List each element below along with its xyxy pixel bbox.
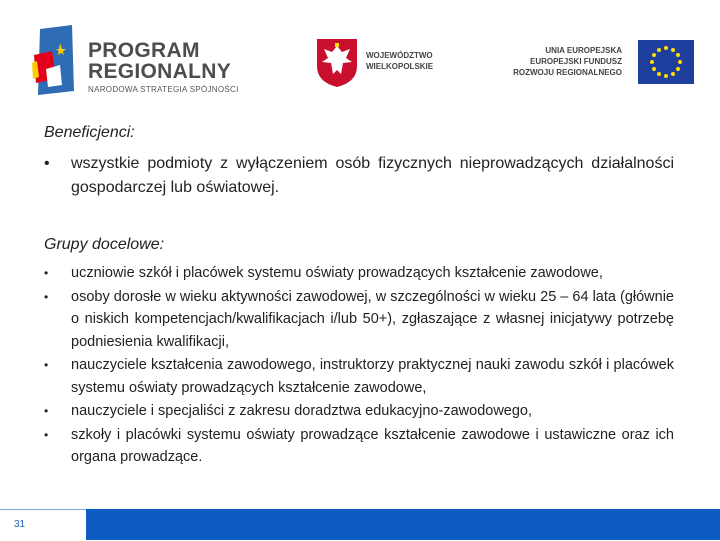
page-number-box (0, 509, 86, 541)
page-number: 31 (14, 519, 26, 530)
beneficiaries-heading: Beneficjenci: (44, 124, 135, 141)
wielkopolska-line2: WIELKOPOLSKIE (366, 62, 434, 71)
list-item: • szkoły i placówki systemu oświaty prowadzące kształcenie zawodowe i ustawiczne oraz ich organa prowadzące. (44, 424, 674, 469)
eu-flag-icon (638, 40, 694, 84)
program-title-line1: PROGRAM (88, 39, 200, 62)
list-item: • nauczyciele kształcenia zawodowego, instruktorzy praktycznej nauki zawodu szkół i placówek systemu oświaty prowadzących kształcenie zawodowe, (44, 354, 674, 399)
program-title-line2: REGIONALNY (88, 60, 232, 83)
eu-line3: ROZWOJU REGIONALNEGO (513, 68, 622, 77)
bullet-icon: • (44, 266, 49, 280)
bullet-icon: • (44, 155, 50, 172)
eagle-shield-icon (316, 38, 358, 88)
beneficiaries-list (44, 152, 674, 200)
bullet-icon: • (44, 358, 49, 372)
target-groups-list (44, 262, 674, 470)
program-regionalny-emblem-icon (30, 25, 80, 97)
program-regionalny-logo (30, 25, 260, 100)
program-subtitle: NARODOWA STRATEGIA SPÓJNOŚCI (88, 85, 239, 94)
footer-bar (0, 509, 720, 540)
logo-bar (0, 0, 720, 115)
eu-line2: EUROPEJSKI FUNDUSZ (529, 57, 622, 66)
wielkopolska-logo (316, 38, 456, 88)
list-item: • wszystkie podmioty z wyłączeniem osób fizycznych nieprowadzących działalności gospodarczej lub oświatowej. (44, 152, 674, 200)
list-item: • osoby dorosłe w wieku aktywności zawodowej, w szczególności w wieku 25 – 64 lata (głównie o niskich kompetencjach/kwalifikacjach i/lub 50+), zgłaszające z własnej inicjatywy potrzebę podniesienia kwalifikacji, (44, 286, 674, 354)
bullet-icon: • (44, 289, 49, 304)
eu-line1: UNIA EUROPEJSKA (545, 46, 622, 55)
list-item: • nauczyciele i specjaliści z zakresu doradztwa edukacyjno-zawodowego, (44, 400, 674, 423)
eu-logo (498, 40, 698, 86)
wielkopolska-line1: WOJEWÓDZTWO (366, 51, 433, 60)
bullet-icon: • (44, 404, 49, 418)
list-item: • uczniowie szkół i placówek systemu oświaty prowadzących kształcenie zawodowe, (44, 262, 674, 285)
target-groups-heading: Grupy docelowe: (44, 236, 165, 253)
bullet-icon: • (44, 427, 49, 442)
